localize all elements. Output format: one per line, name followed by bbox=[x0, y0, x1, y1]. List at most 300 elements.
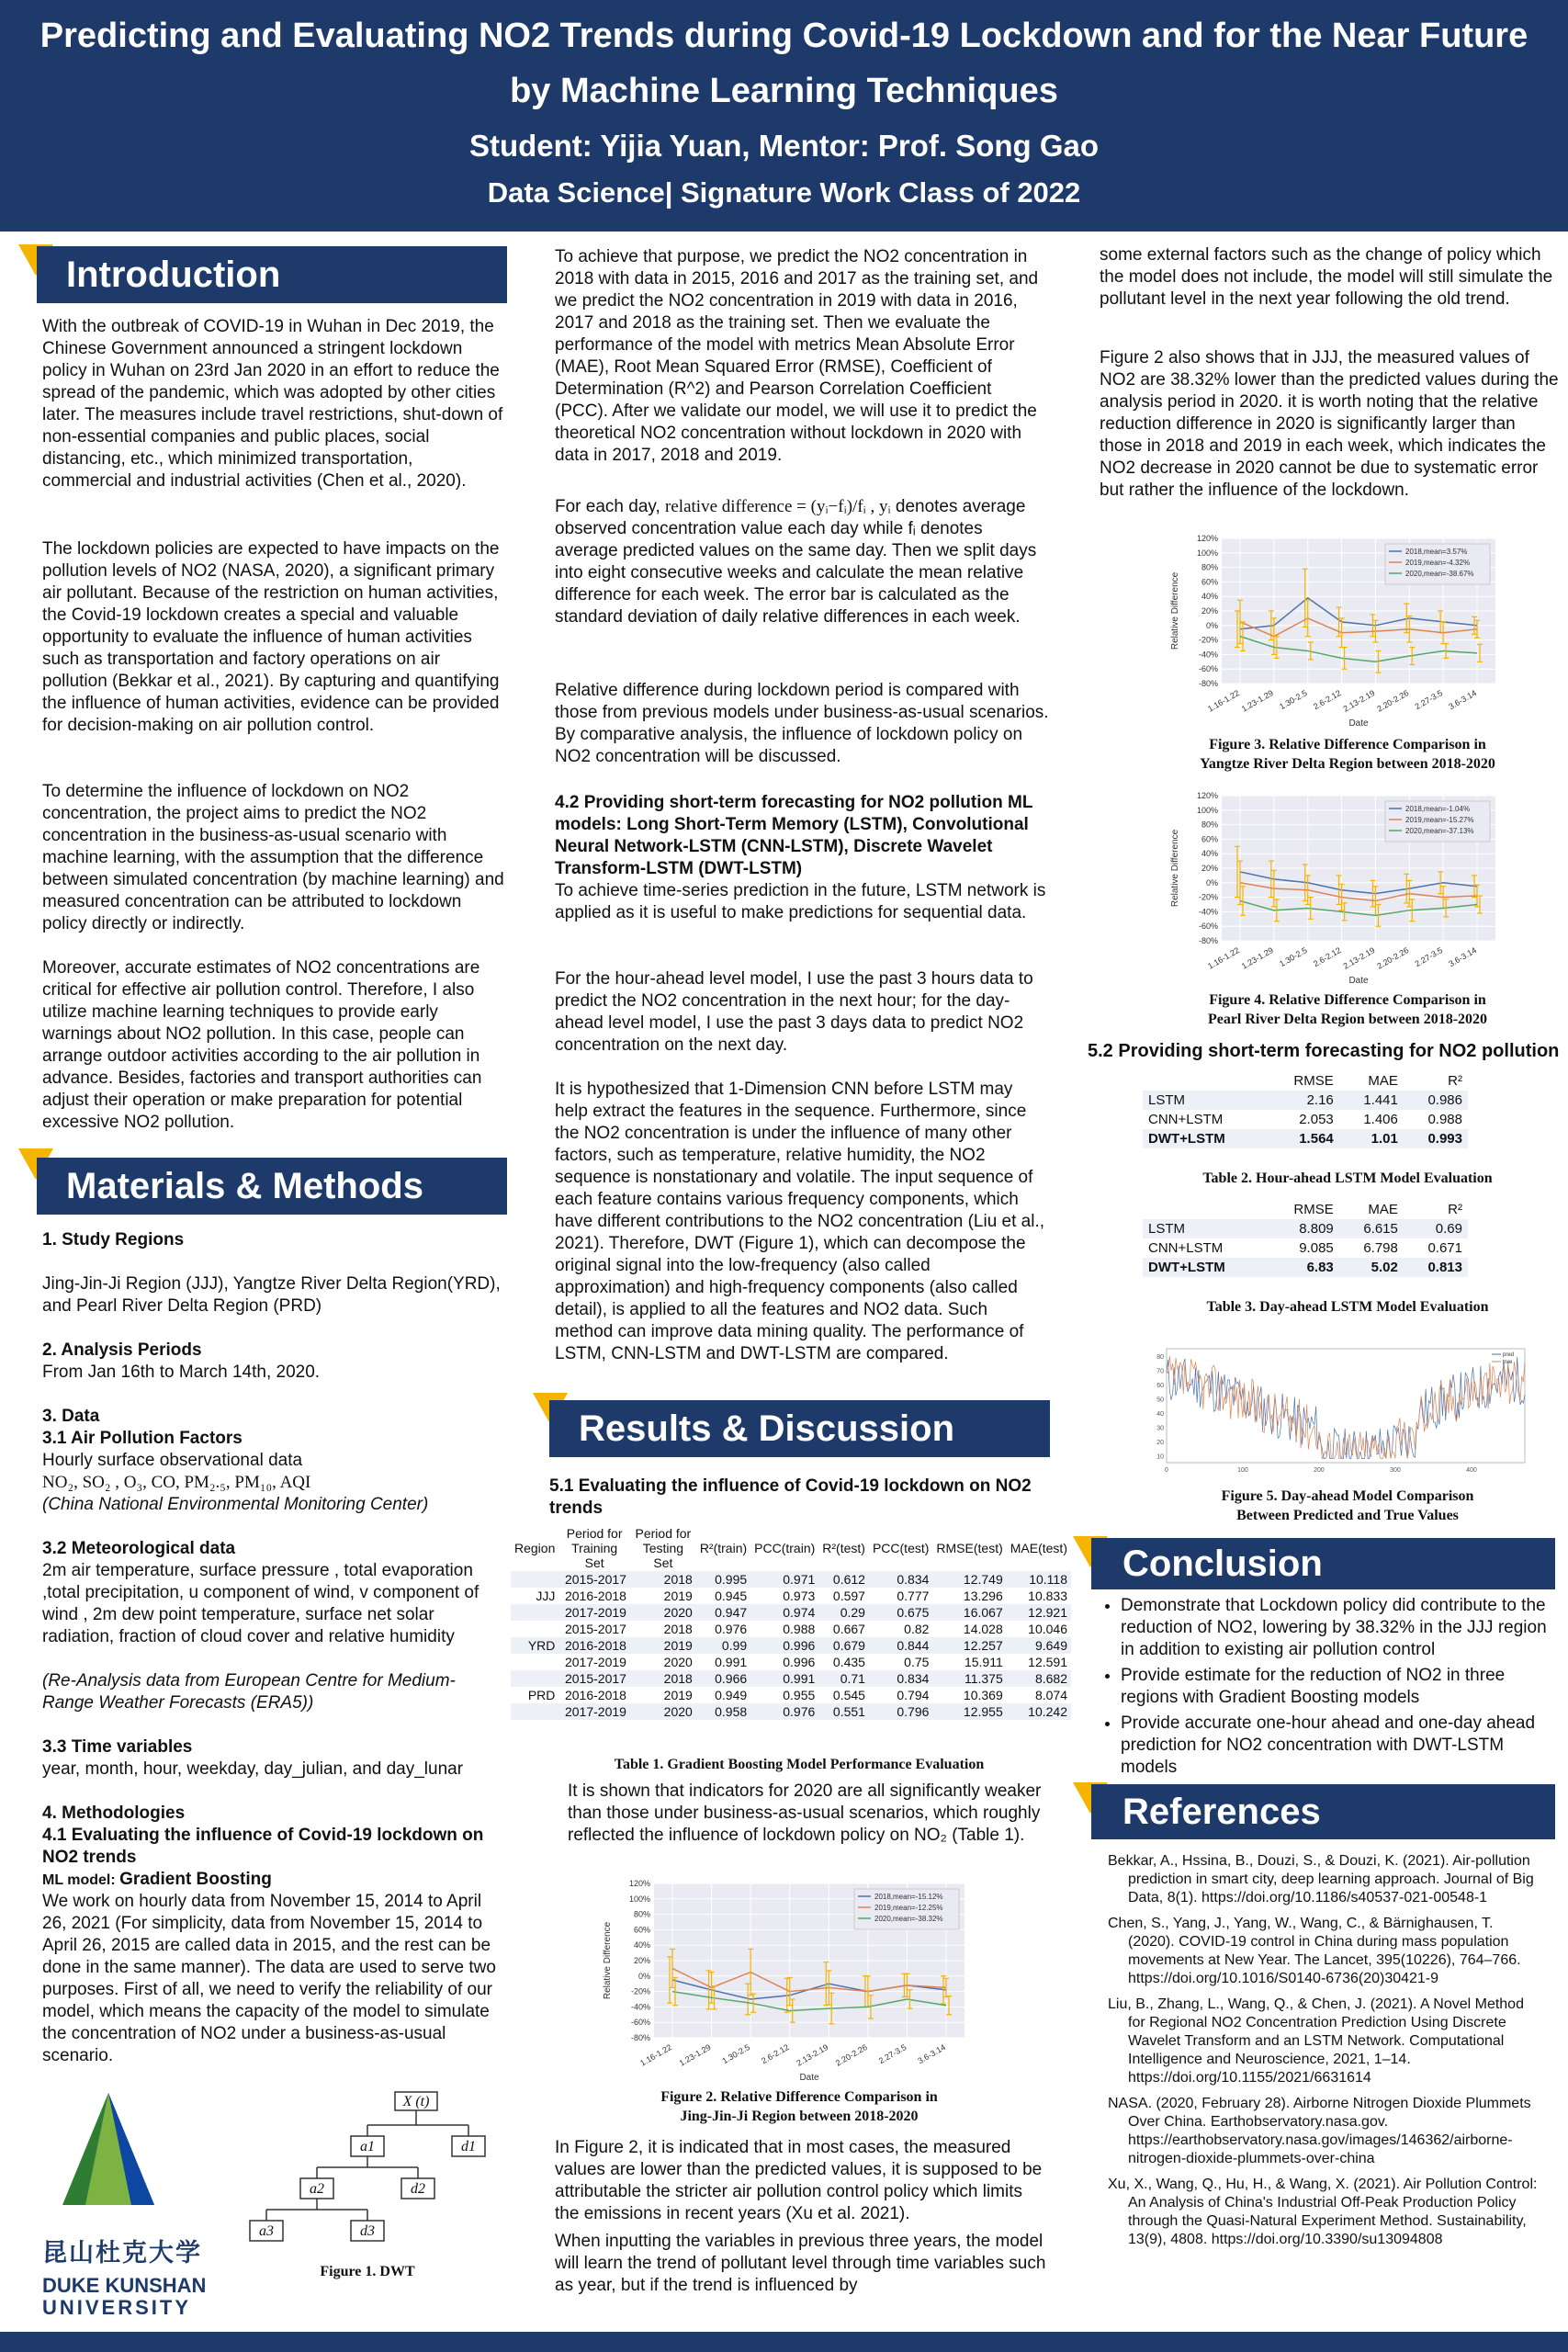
x-tick-label: 2.6-2.12 bbox=[1311, 945, 1343, 969]
figure3-caption-line1: Figure 3. Relative Difference Comparison in bbox=[1209, 737, 1486, 752]
x-tick-label: 0 bbox=[1165, 1467, 1168, 1474]
conclusion-list bbox=[1097, 1595, 1556, 1779]
table1-cell: 0.973 bbox=[783, 1589, 816, 1603]
table2-header-cell: RMSE bbox=[1293, 1073, 1334, 1089]
col2-paragraph-4: To achieve time-series prediction in the future, LSTM network is applied as it is useful to make predictions for sequential data. bbox=[555, 881, 1046, 922]
dwt-node-a1: a1 bbox=[360, 2139, 375, 2154]
y-tick-label: -80% bbox=[1198, 936, 1218, 945]
methods-met-heading: 3.2 Meteorological data bbox=[42, 1539, 236, 1558]
table2-cell: 1.406 bbox=[1363, 1112, 1398, 1127]
legend-label: true bbox=[1503, 1360, 1513, 1365]
table1-cell: 8.074 bbox=[1034, 1688, 1067, 1702]
col2-paragraph-3: Relative difference during lockdown period is compared with those from previous models under business-as-usual scenarios. By comparative analysis, the influence of lockdown policy on NO2 concentration will be discussed. bbox=[555, 681, 1049, 766]
methods-gb-text: We work on hourly data from November 15, 2014 to April 26, 2021 (For simplicity, data from November 15, 2014 to April 26, 2015 are called data in 2015, and the rest can be done in the same manner). The data are used to serve two purposes. First of all, we need to verify the reliability of our model, which means the capacity of the model to simulate the concentration of NO2 under a business-as-usual scenario. bbox=[42, 1892, 496, 2065]
x-tick-label: 2.6-2.12 bbox=[1311, 688, 1343, 712]
table2-cell: 0.988 bbox=[1427, 1112, 1462, 1127]
dwt-node-d1: d1 bbox=[461, 2139, 476, 2154]
results-51-heading: 5.1 Evaluating the influence of Covid-19 lockdown on NO2 trends bbox=[549, 1476, 1032, 1518]
table2 bbox=[1143, 1071, 1468, 1148]
table1-cell: 0.834 bbox=[869, 1670, 932, 1687]
figure5-caption-line2: Between Predicted and True Values bbox=[1236, 1508, 1459, 1523]
table3-row bbox=[1143, 1238, 1468, 1258]
x-tick-label: 2.20-2.26 bbox=[1375, 688, 1411, 714]
x-axis-label: Date bbox=[799, 2073, 819, 2083]
table2-cell: DWT+LSTM bbox=[1143, 1129, 1267, 1148]
table1-row bbox=[511, 1670, 1071, 1687]
table1-row bbox=[511, 1654, 1071, 1670]
intro-paragraph-2: The lockdown policies are expected to have impacts on the pollution levels of NO2 (NASA, 2020), a significant primary air pollutant. Because of the restriction on human activities, the Covid-19 lockdown creates a special and valuable opportunity to evaluate the influence of human activities such as transportation and factory operations on air pollution (Bekkar et al., 2021). By capturing and quantifying the influence of human activities, evidence can be provided for decision-making on air pollution control. bbox=[42, 539, 500, 735]
table1-cell: 0.82 bbox=[904, 1622, 930, 1636]
table1-header-cell: PCC(test) bbox=[872, 1541, 930, 1555]
section-header-results: Results & Discussion bbox=[549, 1400, 1050, 1457]
figure3-caption-line2: Yangtze River Delta Region between 2018-2020 bbox=[1200, 756, 1495, 772]
x-tick-label: 1.23-1.29 bbox=[1239, 688, 1275, 714]
table3-cell: 6.798 bbox=[1363, 1240, 1398, 1256]
table1-cell: 0.679 bbox=[818, 1637, 869, 1654]
table2-row bbox=[1143, 1091, 1468, 1110]
section-header-materials: Materials & Methods bbox=[37, 1158, 507, 1215]
table1-cell: 2016-2018 bbox=[558, 1637, 630, 1654]
table1-cell: 2015-2017 bbox=[558, 1571, 630, 1588]
table1-cell bbox=[511, 1621, 558, 1637]
table1-cell: 0.75 bbox=[904, 1655, 930, 1669]
x-tick-label: 2.13-2.19 bbox=[795, 2042, 830, 2068]
methods-analysis-heading: 2. Analysis Periods bbox=[42, 1340, 202, 1360]
poster-title-line2: by Machine Learning Techniques bbox=[510, 72, 1058, 110]
table1-cell bbox=[511, 1703, 558, 1720]
x-tick-label: 1.23-1.29 bbox=[677, 2042, 713, 2068]
table1-cell: 2017-2019 bbox=[558, 1604, 630, 1621]
y-tick-label: 100% bbox=[628, 1894, 650, 1904]
reference-item: Liu, B., Zhang, L., Wang, Q., & Chen, J. (2021). A Novel Method for Regional NO2 Concentration Prediction Using Discrete Wavelet Transform and an LSTM Network. Computational Intelligence and Neuroscience, 2021, 1–14. https://doi.org/10.1155/2021/6631614 bbox=[1108, 1996, 1524, 2086]
y-tick-label: -20% bbox=[1198, 635, 1218, 645]
y-tick-label: -20% bbox=[630, 1986, 650, 1996]
y-tick-label: 120% bbox=[1196, 791, 1218, 800]
x-tick-label: 100 bbox=[1237, 1467, 1248, 1474]
col2-heading-42: 4.2 Providing short-term forecasting for NO2 pollution ML models: Long Short-Term Memory (LSTM), Convolutional Neural Network-LSTM (CNN-LSTM), Discrete Wavelet Transform-LSTM (DWT-LSTM) bbox=[555, 793, 1033, 878]
legend-label: 2019,mean=-4.32% bbox=[1405, 559, 1471, 567]
table1-cell: 0.991 bbox=[750, 1670, 818, 1687]
table1-cell: 0.966 bbox=[696, 1670, 750, 1687]
table1-cell: 0.99 bbox=[696, 1637, 750, 1654]
methods-air-source: (China National Environmental Monitoring Center) bbox=[42, 1495, 429, 1514]
table3 bbox=[1143, 1200, 1468, 1277]
table1-cell: 0.976 bbox=[715, 1622, 748, 1636]
table1-cell: 0.949 bbox=[715, 1688, 748, 1702]
y-tick-label: 40% bbox=[1201, 849, 1218, 859]
table1-cell: 0.71 bbox=[818, 1670, 869, 1687]
table1-cell: 10.369 bbox=[963, 1688, 1003, 1702]
table1-cell: 12.955 bbox=[932, 1703, 1006, 1720]
university-logo bbox=[44, 2086, 228, 2214]
table2-cell: 1.564 bbox=[1267, 1129, 1338, 1148]
table1-cell: 0.844 bbox=[869, 1637, 932, 1654]
conclusion-item: • Provide accurate one-hour ahead and one-day ahead prediction for NO2 concentration with DWT-LSTM models bbox=[1121, 1713, 1556, 1779]
col3-paragraph-1: some external factors such as the change of policy which the model does not include, the model will still simulate the pollutant level in the next year following the old trend. bbox=[1100, 245, 1553, 309]
y-tick-label: 0% bbox=[1205, 620, 1218, 630]
reference-item: NASA. (2020, February 28). Airborne Nitrogen Dioxide Plummets Over China. Earthobservatory.nasa.gov. https://earthobservatory.nasa.gov/images/146362/airborne-nitrogen-dioxide-plummets-over-china bbox=[1108, 2096, 1531, 2166]
legend-label: pred bbox=[1503, 1352, 1515, 1358]
x-tick-label: 2.27-3.5 bbox=[1413, 945, 1445, 969]
methods-study-regions-heading: 1. Study Regions bbox=[42, 1230, 185, 1250]
methods-regions-text: Jing-Jin-Ji Region (JJJ), Yangtze River Delta Region(YRD), and Pearl River Delta Region (PRD) bbox=[42, 1274, 501, 1316]
methods-data-heading: 3. Data bbox=[42, 1407, 100, 1426]
y-tick-label: 20% bbox=[1201, 864, 1218, 873]
table3-row bbox=[1143, 1219, 1468, 1238]
conclusion-item: • Demonstrate that Lockdown policy did contribute to the reduction of NO2, lowering by 38.32% in the JJJ region in addition to existing air pollution control bbox=[1121, 1595, 1556, 1661]
y-tick-label: 30 bbox=[1156, 1425, 1164, 1432]
poster-program: Data Science| Signature Work Class of 2022 bbox=[487, 176, 1081, 209]
table2-header-cell: R² bbox=[1448, 1073, 1462, 1089]
table1-cell bbox=[511, 1670, 558, 1687]
figure4-caption-line2: Pearl River Delta Region between 2018-2020 bbox=[1207, 1012, 1488, 1027]
poster-header bbox=[0, 0, 1568, 232]
y-tick-label: 80% bbox=[633, 1909, 650, 1919]
col3-paragraph-2: Figure 2 also shows that in JJJ, the measured values of NO2 are 38.32% lower than the predicted values during the analysis period in 2020. it is worth noting that the relative reduction difference in 2020 is significantly larger than those in 2018 and 2019 in each week, which indicates the NO2 decrease in 2020 cannot be due to systematic error but rather the influence of the lockdown. bbox=[1100, 348, 1559, 500]
table1-cell: 2020 bbox=[630, 1604, 696, 1621]
x-tick-label: 3.6-3.14 bbox=[1447, 945, 1478, 969]
figure2-chart bbox=[597, 1874, 983, 2086]
table2-header-row bbox=[1143, 1071, 1468, 1091]
y-tick-label: -20% bbox=[1198, 892, 1218, 902]
figure2-caption-line1: Figure 2. Relative Difference Comparison in bbox=[660, 2089, 938, 2105]
table1-cell: 0.29 bbox=[818, 1604, 869, 1621]
x-axis-label: Date bbox=[1348, 976, 1369, 986]
x-tick-label: 2.27-3.5 bbox=[1413, 688, 1445, 712]
x-axis-label: Date bbox=[1348, 718, 1369, 729]
table1-cell: 2017-2019 bbox=[564, 1655, 626, 1669]
methods-41-heading: 4.1 Evaluating the influence of Covid-19 lockdown on NO2 trends bbox=[42, 1826, 484, 1867]
table3-cell: 0.671 bbox=[1427, 1240, 1462, 1256]
figure2-caption bbox=[570, 2087, 1029, 2126]
table3-header-cell: MAE bbox=[1368, 1202, 1398, 1217]
results-fig2-discussion: In Figure 2, it is indicated that in most cases, the measured values are lower than the predicted values, it is supposed to be attributable the stricter air pollution control policy which limits the emissions in recent years (Xu et al. 2021). bbox=[555, 2138, 1043, 2223]
legend-label: 2019,mean=-15.27% bbox=[1405, 816, 1474, 824]
table3-cell: 6.615 bbox=[1339, 1219, 1404, 1238]
methods-air-heading: 3.1 Air Pollution Factors bbox=[42, 1429, 243, 1448]
methods-time-text: year, month, hour, weekday, day_julian, and day_lunar bbox=[42, 1759, 464, 1779]
legend-label: 2018,mean=-15.12% bbox=[874, 1893, 943, 1901]
table3-cell: LSTM bbox=[1143, 1219, 1267, 1238]
table1-cell: 2020 bbox=[630, 1703, 696, 1720]
table2-cell: 2.16 bbox=[1267, 1091, 1338, 1110]
x-tick-label: 1.16-1.22 bbox=[1206, 688, 1241, 714]
table1-cell: 0.988 bbox=[783, 1622, 816, 1636]
y-tick-label: 0% bbox=[637, 1971, 650, 1981]
poster-footer-bar bbox=[0, 2332, 1568, 2352]
y-tick-label: -40% bbox=[630, 2002, 650, 2012]
y-tick-label: 80% bbox=[1201, 820, 1218, 830]
table2-header-cell: MAE bbox=[1368, 1073, 1398, 1089]
x-tick-label: 1.23-1.29 bbox=[1239, 945, 1275, 971]
table1-cell bbox=[511, 1604, 558, 1621]
table2-container bbox=[1143, 1071, 1468, 1148]
methods-met-text: 2m air temperature, surface pressure , total evaporation ,total precipitation, u component of wind, v component of wind , 2m dew point temperature, surface net solar radiation, fraction of cloud cover and relative humidity bbox=[42, 1561, 479, 1646]
methods-ml-model bbox=[42, 1869, 272, 1892]
logo-english-line2: UNIVERSITY bbox=[42, 2296, 192, 2319]
table1-cell: 0.996 bbox=[783, 1655, 816, 1669]
table1-row bbox=[511, 1621, 1071, 1637]
dwt-node-d3: d3 bbox=[360, 2223, 375, 2239]
y-tick-label: 40 bbox=[1156, 1410, 1164, 1418]
table1-cell: 2019 bbox=[630, 1637, 696, 1654]
y-tick-label: -60% bbox=[630, 2018, 650, 2028]
table3-header-cell bbox=[1143, 1200, 1267, 1219]
y-tick-label: 20% bbox=[633, 1956, 650, 1965]
table1-cell: 0.991 bbox=[715, 1655, 748, 1669]
x-tick-label: 1.30-2.5 bbox=[1278, 688, 1309, 712]
figure4-caption-line1: Figure 4. Relative Difference Comparison in bbox=[1209, 992, 1486, 1008]
col2-paragraph-6: It is hypothesized that 1-Dimension CNN before LSTM may help extract the features in the sequence. Furthermore, since the NO2 concentration is under the influence of many other factors, such as temperature, relative humidity, the NO2 sequence is nonstationary and volatile. The input sequence of each feature contains various frequency components, which have different contributions to the NO2 concentration (Liu et al., 2021). Therefore, DWT (Figure 1), which can decompose the original signal into the low-frequency (also called approximation) and high-frequency components (also called detail), is applied to all the features and NO2 data. Such method can improve data mining quality. The performance of LSTM, CNN-LSTM and DWT-LSTM are compared. bbox=[555, 1080, 1045, 1363]
table3-container bbox=[1143, 1200, 1468, 1277]
table3-cell: 6.83 bbox=[1267, 1258, 1338, 1277]
y-tick-label: 50 bbox=[1156, 1396, 1164, 1404]
legend-label: 2020,mean=-37.13% bbox=[1405, 827, 1474, 835]
figure5-caption bbox=[1132, 1487, 1563, 1525]
table1-cell: 2018 bbox=[663, 1622, 693, 1636]
table1-cell: 10.833 bbox=[1028, 1589, 1067, 1603]
legend-label: 2020,mean=-38.32% bbox=[874, 1915, 943, 1923]
table1-row bbox=[511, 1604, 1071, 1621]
figure2-caption-line2: Jing-Jin-Ji Region between 2018-2020 bbox=[680, 2109, 919, 2124]
dwt-node-x: X (t) bbox=[402, 2094, 430, 2109]
methods-air-text: Hourly surface observational data bbox=[42, 1451, 303, 1470]
x-tick-label: 2.20-2.26 bbox=[1375, 945, 1411, 971]
y-tick-label: 0% bbox=[1205, 877, 1218, 888]
x-tick-label: 1.30-2.5 bbox=[720, 2042, 752, 2066]
y-axis-label: Relative Difference bbox=[603, 1921, 613, 2000]
table2-caption: Table 2. Hour-ahead LSTM Model Evaluation bbox=[1202, 1170, 1493, 1186]
methods-methodologies-heading: 4. Methodologies bbox=[42, 1804, 186, 1823]
table1-cell: 0.597 bbox=[832, 1589, 865, 1603]
y-tick-label: 60% bbox=[633, 1925, 650, 1935]
dwt-diagram bbox=[248, 2090, 505, 2288]
x-tick-label: 3.6-3.14 bbox=[916, 2042, 947, 2066]
table1-header-row bbox=[511, 1525, 1071, 1571]
table1-caption: Table 1. Gradient Boosting Model Performance Evaluation bbox=[614, 1757, 985, 1772]
table1-cell: 2019 bbox=[663, 1589, 693, 1603]
table1-cell: 10.118 bbox=[1007, 1571, 1071, 1588]
x-tick-label: 300 bbox=[1390, 1467, 1401, 1474]
table1-cell: 11.375 bbox=[932, 1670, 1006, 1687]
x-tick-label: 1.30-2.5 bbox=[1278, 945, 1309, 969]
table3-cell: DWT+LSTM bbox=[1143, 1258, 1267, 1277]
logo-chinese-name: 昆山杜克大学 bbox=[42, 2239, 202, 2267]
table1-cell: 0.955 bbox=[783, 1688, 816, 1702]
table1-header-cell: PCC(train) bbox=[754, 1541, 816, 1555]
table1-row bbox=[511, 1703, 1071, 1720]
col2-formula-paragraph bbox=[555, 496, 1049, 628]
formula-lead: For each day, bbox=[555, 497, 666, 516]
results-fig2-discussion-2: When inputting the variables in previous three years, the model will learn the trend of pollutant level through time variables such as year, but if the trend is influenced by bbox=[555, 2232, 1046, 2295]
x-tick-label: 3.6-3.14 bbox=[1447, 688, 1478, 712]
table1-cell: 2017-2019 bbox=[558, 1703, 630, 1720]
table1-cell: 16.067 bbox=[932, 1604, 1006, 1621]
y-tick-label: 70 bbox=[1156, 1368, 1164, 1375]
table1-cell: 0.958 bbox=[696, 1703, 750, 1720]
section-header-conclusion: Conclusion bbox=[1091, 1538, 1555, 1589]
table1-cell: 0.974 bbox=[750, 1604, 818, 1621]
table1-cell bbox=[511, 1571, 558, 1588]
table1-cell: 2018 bbox=[630, 1571, 696, 1588]
table1-cell: 13.296 bbox=[963, 1589, 1003, 1603]
table1-cell: 0.551 bbox=[818, 1703, 869, 1720]
y-tick-label: -40% bbox=[1198, 650, 1218, 660]
y-tick-label: 100% bbox=[1196, 805, 1218, 815]
figure3-caption bbox=[1132, 735, 1563, 774]
table1-row bbox=[511, 1588, 1071, 1604]
x-tick-label: 2.20-2.26 bbox=[833, 2042, 869, 2068]
references-list bbox=[1108, 1852, 1540, 2256]
table1-cell: 12.749 bbox=[932, 1571, 1006, 1588]
methods-air-pollutants: NO₂, SO₂ , O₃, CO, PM₂.₅, PM₁₀, AQI bbox=[42, 1473, 311, 1492]
table1-cell: PRD bbox=[527, 1688, 556, 1702]
poster-authors: Student: Yijia Yuan, Mentor: Prof. Song Gao bbox=[468, 129, 1100, 163]
table3-header-row bbox=[1143, 1200, 1468, 1219]
intro-paragraph-3: To determine the influence of lockdown on NO2 concentration, the project aims to predict the NO2 concentration in the business-as-usual scenario with machine learning, with the assumption that the difference between simulated concentration (by machine learning) and measured concentration can be attributed to lockdown policy directly or indirectly. bbox=[42, 782, 504, 933]
table1-cell: 0.996 bbox=[750, 1637, 818, 1654]
table2-cell: LSTM bbox=[1143, 1091, 1267, 1110]
col2-paragraph-5: For the hour-ahead level model, I use the past 3 hours data to predict the NO2 concentration in the next hour; for the day-ahead level model, I use the past 3 days data to predict NO2 concentration on the next day. bbox=[555, 969, 1033, 1055]
table1-cell: 2019 bbox=[663, 1688, 693, 1702]
table2-cell: 0.993 bbox=[1404, 1129, 1468, 1148]
dwt-node-d2: d2 bbox=[411, 2181, 425, 2197]
x-tick-label: 1.16-1.22 bbox=[1206, 945, 1241, 971]
table3-row bbox=[1143, 1258, 1468, 1277]
methods-time-heading: 3.3 Time variables bbox=[42, 1737, 193, 1757]
reference-item: Chen, S., Yang, J., Yang, W., Wang, C., & Bärnighausen, T. (2020). COVID-19 control in China during mass population movements at New Year. The Lancet, 395(10226), 764–766. https://doi.org/10.1016/S0140-6736(20)30421-9 bbox=[1108, 1916, 1521, 1986]
dwt-node-a3: a3 bbox=[259, 2223, 274, 2239]
y-tick-label: -60% bbox=[1198, 664, 1218, 674]
logo-english-line1: DUKE KUNSHAN bbox=[42, 2274, 207, 2297]
y-tick-label: -80% bbox=[1198, 679, 1218, 688]
section-header-references: References bbox=[1091, 1784, 1555, 1839]
table1-cell: 2015-2017 bbox=[558, 1670, 630, 1687]
table1-row bbox=[511, 1571, 1071, 1588]
table1-row bbox=[511, 1687, 1071, 1703]
table2-row bbox=[1143, 1110, 1468, 1129]
x-tick-label: 200 bbox=[1314, 1467, 1325, 1474]
intro-paragraph-4: Moreover, accurate estimates of NO2 concentrations are critical for effective air pollution control. Therefore, I also utilize machine learning techniques to provide early warnings about NO2 pollution. In this case, people can arrange outdoor activities according to the air pollution in advance. Besides, factories and transport authorities can adjust their operation or make preparation for potential excessive NO2 pollution. bbox=[42, 958, 482, 1132]
table3-header-cell: RMSE bbox=[1293, 1202, 1334, 1217]
table2-cell: 0.986 bbox=[1404, 1091, 1468, 1110]
table1-header-cell: R²(test) bbox=[822, 1541, 865, 1555]
table1-cell: 2020 bbox=[663, 1655, 693, 1669]
table1-header-cell: R²(train) bbox=[699, 1541, 748, 1555]
table1-cell: 0.794 bbox=[897, 1688, 930, 1702]
table1-header-cell: MAE(test) bbox=[1010, 1541, 1067, 1555]
methods-met-source: (Re-Analysis data from European Centre for Medium-Range Weather Forecasts (ERA5)) bbox=[42, 1671, 456, 1713]
table1-cell: JJJ bbox=[536, 1589, 556, 1603]
table1-header-cell: RMSE(test) bbox=[936, 1541, 1003, 1555]
table2-cell: 1.441 bbox=[1339, 1091, 1404, 1110]
formula-explanation: denotes average observed concentration value each day while fᵢ denotes average predicted values on the same day. Then we split days into eight consecutive weeks and calculate the mean relative difference for each week. The error bar is calculated as the standard deviation of daily relative differences in each week. bbox=[555, 497, 1037, 627]
reference-item: Xu, X., Wang, Q., Hu, H., & Wang, X. (2021). Air Pollution Control: An Analysis of China's Industrial Off-Peak Production Policy through the Quasi-Natural Experiment Method. Sustainability, 13(9), 4808. https://doi.org/10.3390/su13094808 bbox=[1108, 2177, 1538, 2247]
conclusion-list-container bbox=[1097, 1595, 1556, 1782]
figure5-caption-line1: Figure 5. Day-ahead Model Comparison bbox=[1221, 1488, 1474, 1504]
table1-header-cell: Period for Testing Set bbox=[635, 1526, 692, 1570]
dwt-node-a2: a2 bbox=[310, 2181, 324, 2197]
table3-cell: 0.813 bbox=[1404, 1258, 1468, 1277]
table1-cell: 0.777 bbox=[897, 1589, 930, 1603]
table1-cell: 10.046 bbox=[1028, 1622, 1067, 1636]
table1-cell: 0.435 bbox=[832, 1655, 865, 1669]
table1-cell: 14.028 bbox=[963, 1622, 1003, 1636]
table1-cell: 10.242 bbox=[1007, 1703, 1071, 1720]
table2-cell: CNN+LSTM bbox=[1148, 1112, 1224, 1127]
table1-cell: 0.945 bbox=[715, 1589, 748, 1603]
reference-item: Bekkar, A., Hssina, B., Douzi, S., & Douzi, K. (2021). Air-pollution prediction in smart city, deep learning approach. Journal of Big Data, 8(1). https://doi.org/10.1186/s40537-021-00548-1 bbox=[1108, 1853, 1534, 1905]
table3-header-cell: R² bbox=[1448, 1202, 1462, 1217]
y-tick-label: 40% bbox=[1201, 592, 1218, 602]
results-table1-discussion: It is shown that indicators for 2020 are all significantly weaker than those under business-as-usual scenarios, which roughly reflected the influence of lockdown policy on NO₂ (Table 1). bbox=[568, 1781, 1042, 1845]
table1-header-cell: Period for Training Set bbox=[566, 1526, 623, 1570]
x-tick-label: 2.6-2.12 bbox=[760, 2042, 791, 2066]
table1-cell: 8.682 bbox=[1007, 1670, 1071, 1687]
figure4-chart bbox=[1165, 786, 1514, 989]
y-tick-label: 120% bbox=[628, 1879, 650, 1888]
table3-cell: 5.02 bbox=[1339, 1258, 1404, 1277]
table1-cell: 9.649 bbox=[1007, 1637, 1071, 1654]
y-tick-label: 20 bbox=[1156, 1439, 1164, 1446]
table1-cell: 0.834 bbox=[869, 1571, 932, 1588]
y-tick-label: -60% bbox=[1198, 922, 1218, 932]
figure3-chart bbox=[1165, 529, 1514, 731]
y-tick-label: 20% bbox=[1201, 606, 1218, 616]
table3-caption: Table 3. Day-ahead LSTM Model Evaluation bbox=[1206, 1299, 1489, 1315]
table1-cell: 0.675 bbox=[869, 1604, 932, 1621]
figure5-chart bbox=[1139, 1341, 1534, 1479]
relative-difference-formula: relative difference = (yᵢ−fᵢ)/fᵢ , yᵢ bbox=[665, 497, 891, 516]
y-tick-label: 80 bbox=[1156, 1353, 1164, 1361]
x-tick-label: 1.16-1.22 bbox=[638, 2042, 673, 2068]
poster-title-line1: Predicting and Evaluating NO2 Trends during Covid-19 Lockdown and for the Near Future bbox=[39, 17, 1529, 55]
figure4-caption bbox=[1132, 990, 1563, 1029]
y-tick-label: 60% bbox=[1201, 577, 1218, 587]
table1-cell: YRD bbox=[511, 1637, 558, 1654]
col2-paragraph-1: To achieve that purpose, we predict the NO2 concentration in 2018 with data in 2015, 2016 and 2017 as the training set, and we predict the NO2 concentration in 2019 with data in 2016, 2017 and 2018 as the training set. Then we evaluate the performance of the model with metrics Mean Absolute Error (MAE), Root Mean Squared Error (RMSE), Coefficient of Determination (R^2) and Pearson Correlation Coefficient (PCC). After we validate our model, we will use it to predict the theoretical NO2 concentration without lockdown in 2020 with data in 2017, 2018 and 2019. bbox=[555, 247, 1039, 465]
table2-cell: 1.01 bbox=[1339, 1129, 1404, 1148]
table1-cell: 2015-2017 bbox=[564, 1622, 626, 1636]
table1-cell: 0.667 bbox=[832, 1622, 865, 1636]
table1-cell: 0.612 bbox=[818, 1571, 869, 1588]
table1-cell: 0.796 bbox=[869, 1703, 932, 1720]
table1-cell: 12.257 bbox=[932, 1637, 1006, 1654]
table3-cell: CNN+LSTM bbox=[1148, 1240, 1224, 1256]
table1-row bbox=[511, 1637, 1071, 1654]
y-tick-label: 60% bbox=[1201, 834, 1218, 844]
table3-cell: 8.809 bbox=[1267, 1219, 1338, 1238]
table1-cell: 15.911 bbox=[964, 1655, 1003, 1669]
table3-cell: 0.69 bbox=[1404, 1219, 1468, 1238]
table1-cell bbox=[511, 1654, 558, 1670]
figure1-caption: Figure 1. DWT bbox=[320, 2264, 415, 2279]
table1-cell: 0.971 bbox=[750, 1571, 818, 1588]
table2-header-cell bbox=[1143, 1071, 1267, 1091]
table1-cell: 12.921 bbox=[1007, 1604, 1071, 1621]
y-tick-label: -40% bbox=[1198, 907, 1218, 917]
table1-cell: 12.591 bbox=[1028, 1655, 1067, 1669]
intro-paragraph-1: With the outbreak of COVID-19 in Wuhan in Dec 2019, the Chinese Government announced a stringent lockdown policy in Wuhan on 23rd Jan 2020 in an effort to reduce the spread of the pandemic, which was adopted by other cities later. The measures include travel restrictions, shut-down of non-essential companies and public places, social distancing, etc., which minimized transportation, commercial and industrial activities (Chen et al., 2020). bbox=[42, 317, 503, 491]
y-tick-label: 80% bbox=[1201, 562, 1218, 572]
section-header-introduction: Introduction bbox=[37, 246, 507, 303]
table1-cell: 0.947 bbox=[696, 1604, 750, 1621]
y-axis-label: Relative Difference bbox=[1170, 829, 1180, 908]
table3-cell: 9.085 bbox=[1299, 1240, 1334, 1256]
table2-cell: 2.053 bbox=[1299, 1112, 1334, 1127]
x-tick-label: 2.13-2.19 bbox=[1341, 945, 1377, 971]
ml-model-name: Gradient Boosting bbox=[119, 1870, 272, 1889]
